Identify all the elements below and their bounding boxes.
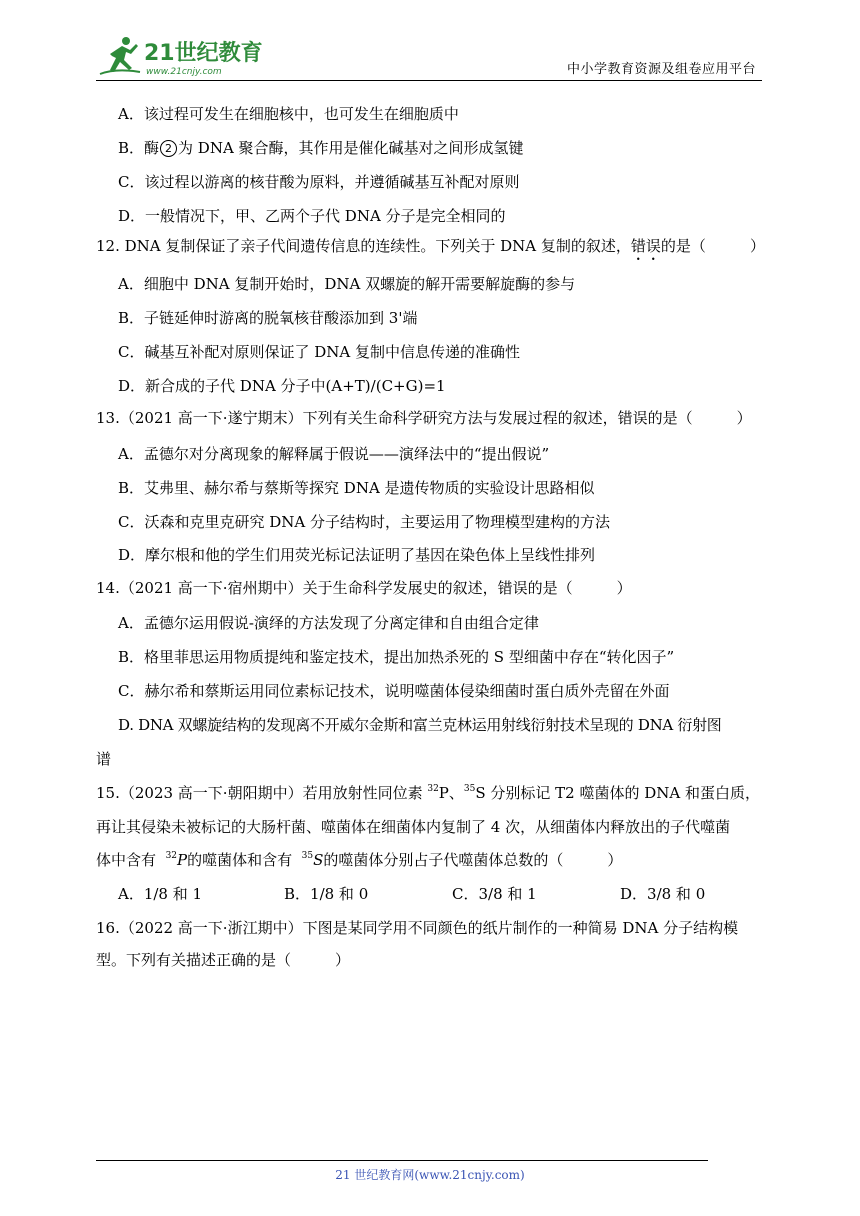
q14-option-d-cont: 谱 <box>96 750 112 768</box>
q13-option-c: C．沃森和克里克研究 DNA 分子结构时，主要运用了物理模型建构的方法 <box>118 513 611 531</box>
logo <box>96 34 266 78</box>
q11-option-a: A．该过程可发生在细胞核中，也可发生在细胞质中 <box>118 105 459 123</box>
q12-option-c: C．碱基互补配对原则保证了 DNA 复制中信息传递的准确性 <box>118 343 520 361</box>
q13-stem-close: ） <box>736 409 752 427</box>
q13-option-a: A．孟德尔对分离现象的解释属于假说——演绎法中的“提出假说” <box>118 445 550 463</box>
q15-option-a: A．1/8 和 1 <box>118 885 203 903</box>
q11-option-b-text: 为 DNA 聚合酶，其作用是催化碱基对之间形成氢键 <box>178 139 524 157</box>
q15-stem-text-3c: 的噬菌体分别占子代噬菌体总数的（ <box>323 851 564 869</box>
isotope-mass-35: 35 <box>301 851 314 861</box>
isotope-mass-32: 32 <box>165 851 178 861</box>
q13-option-b: B．艾弗里、赫尔希与蔡斯等探究 DNA 是遗传物质的实验设计思路相似 <box>118 479 595 497</box>
footer-divider <box>96 1160 708 1161</box>
q12-option-d: D．新合成的子代 DNA 分子中(A+T)/(C+G)=1 <box>118 377 446 395</box>
q12-stem <box>96 236 765 264</box>
q12-emphasis: 错误 <box>630 237 661 255</box>
q13-stem <box>96 408 752 428</box>
q11-option-d: D．一般情况下，甲、乙两个子代 DNA 分子是完全相同的 <box>118 207 506 225</box>
isotope-mass-32: 32 <box>427 784 439 794</box>
q12-stem-close: ） <box>749 237 765 255</box>
q15-stem-line3 <box>96 850 622 870</box>
q14-option-d: D. DNA 双螺旋结构的发现离不开威尔金斯和富兰克林运用射线衍射技术呈现的 DNA 衍射图 <box>118 716 722 734</box>
q15-p-separator: P、 <box>438 784 464 802</box>
isotope-mass-35: 35 <box>463 784 476 794</box>
page-header <box>96 30 762 81</box>
phosphorus-symbol: P <box>177 851 188 869</box>
q15-stem-line2: 再让其侵染未被标记的大肠杆菌、噬菌体在细菌体内复制了 4 次，从细菌体内释放出的子代噬菌 <box>96 818 731 836</box>
q12-stem-text: 12. DNA 复制保证了亲子代间遗传信息的连续性。下列关于 DNA 复制的叙述， <box>96 237 631 255</box>
platform-name: 中小学教育资源及组卷应用平台 <box>566 62 756 77</box>
q16-stem-text: 型。下列有关描述正确的是（ <box>96 951 292 969</box>
q11-option-b-prefix: B．酶 <box>118 139 160 157</box>
q16-stem-close: ） <box>335 951 351 969</box>
q12-stem-end: 的是（ <box>660 237 706 255</box>
q15-option-c: C．3/8 和 1 <box>452 885 537 903</box>
q13-stem-text: 13.（2021 高一下·遂宁期末）下列有关生命科学研究方法与发展过程的叙述，错误的是（ <box>96 409 693 427</box>
q12-option-b: B．子链延伸时游离的脱氧核苷酸添加到 3'端 <box>118 309 418 327</box>
q14-option-b: B．格里菲思运用物质提纯和鉴定技术，提出加热杀死的 S 型细菌中存在“转化因子” <box>118 648 675 666</box>
logo-text: 21世纪教育 <box>144 41 263 66</box>
q15-stem-line1 <box>96 783 760 803</box>
q16-stem-line2 <box>96 950 350 970</box>
sulfur-symbol: S <box>313 851 324 869</box>
q11-option-c: C．该过程以游离的核苷酸为原料，并遵循碱基互补配对原则 <box>118 173 520 191</box>
q14-stem-text: 14.（2021 高一下·宿州期中）关于生命科学发展史的叙述，错误的是（ <box>96 579 573 597</box>
circled-number: 2 <box>160 140 177 157</box>
q12-option-a: A．细胞中 DNA 复制开始时，DNA 双螺旋的解开需要解旋酶的参与 <box>118 275 576 293</box>
q13-option-d: D．摩尔根和他的学生们用荧光标记法证明了基因在染色体上呈线性排列 <box>118 546 596 564</box>
q14-option-a: A．孟德尔运用假说-演绎的方法发现了分离定律和自由组合定律 <box>118 614 539 632</box>
q14-stem <box>96 578 632 598</box>
q15-option-d: D．3/8 和 0 <box>620 885 706 903</box>
logo-url: www.21cnjy.com <box>146 67 222 77</box>
q11-option-b <box>118 138 524 158</box>
q15-option-b: B．1/8 和 0 <box>284 885 369 903</box>
footer-text: 21 世纪教育网(www.21cnjy.com) <box>335 1168 525 1182</box>
q16-stem-line1: 16.（2022 高一下·浙江期中）下图是某同学用不同颜色的纸片制作的一种简易 DNA 分子结构模 <box>96 919 739 937</box>
q15-stem-text-3a: 体中含有 <box>96 851 157 869</box>
runner-icon <box>100 37 140 74</box>
q15-stem-text: 15.（2023 高一下·朝阳期中）若用放射性同位素 <box>96 784 428 802</box>
q15-stem-close: ） <box>607 851 623 869</box>
q15-stem-text-end: S 分别标记 T2 噬菌体的 DNA 和蛋白质， <box>475 784 760 802</box>
q15-stem-text-3b: 的噬菌体和含有 <box>187 851 293 869</box>
q14-stem-close: ） <box>616 579 632 597</box>
q14-option-c: C．赫尔希和蔡斯运用同位素标记技术，说明噬菌体侵染细菌时蛋白质外壳留在外面 <box>118 682 670 700</box>
